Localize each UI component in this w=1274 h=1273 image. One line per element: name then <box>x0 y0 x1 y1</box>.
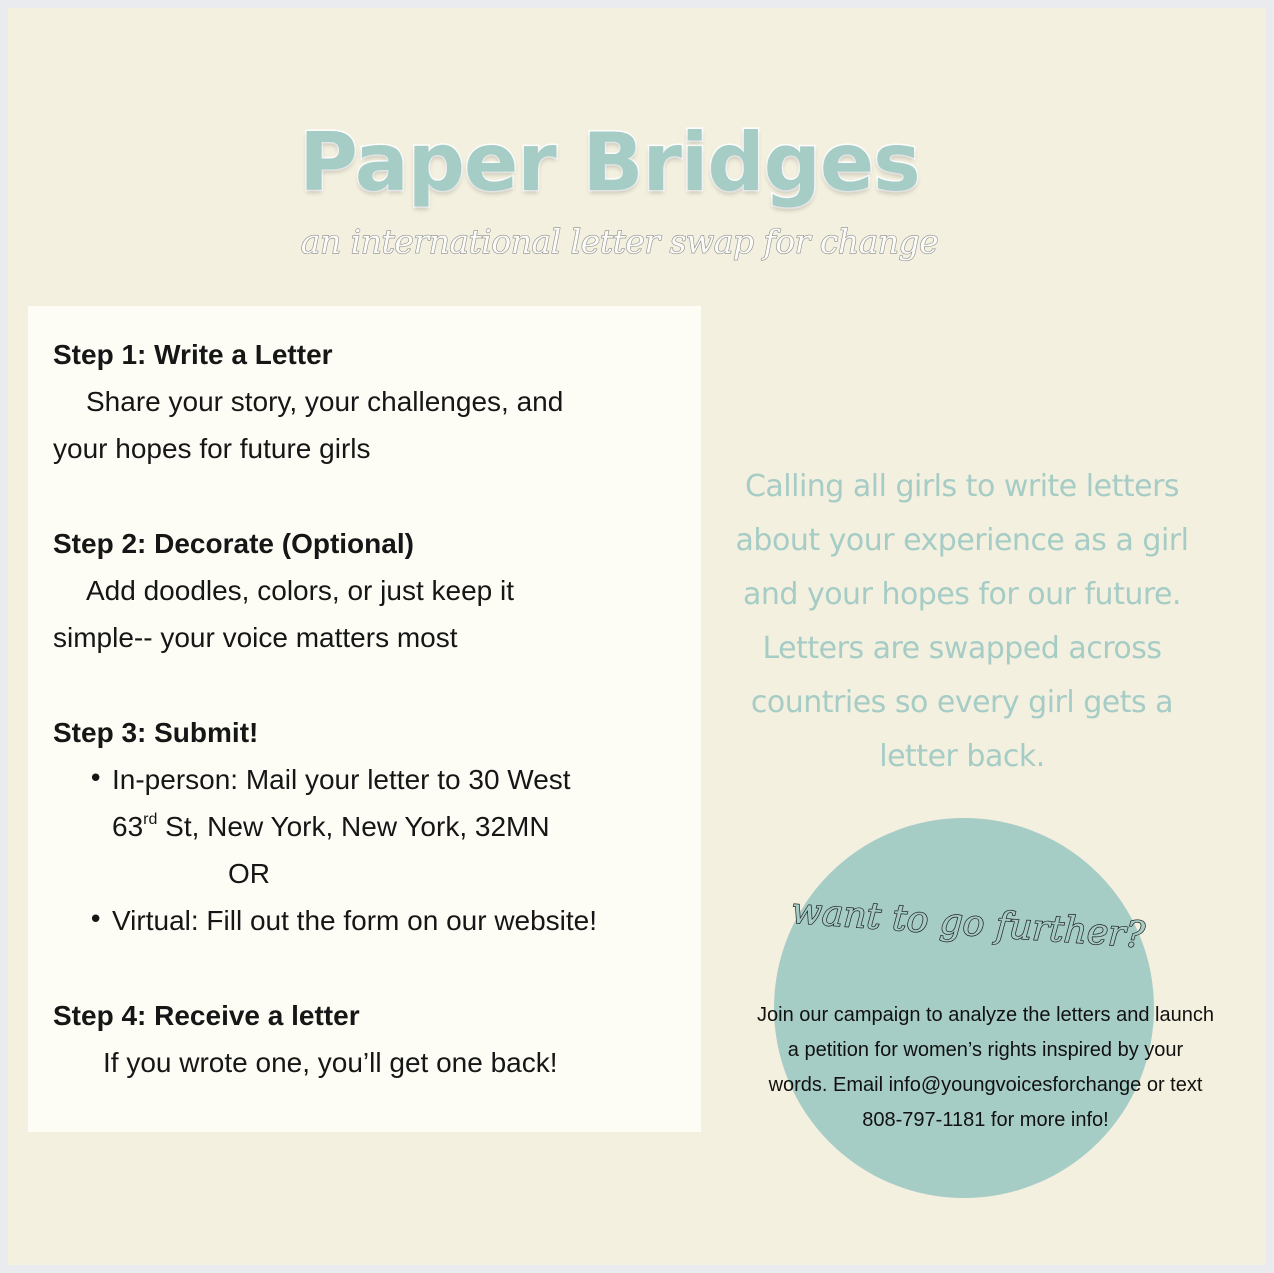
step1-heading: Step 1: Write a Letter <box>53 339 333 370</box>
step1-line2: your hopes for future girls <box>53 433 371 464</box>
calling-line: about your experience as a girl <box>735 523 1189 558</box>
or-separator: OR <box>228 858 270 889</box>
calling-line: and your hopes for our future. <box>742 577 1182 612</box>
virtual-option: Virtual: Fill out the form on our website! <box>112 905 598 936</box>
address-rest: St, New York, New York, 32MN <box>157 811 550 842</box>
steps-card <box>28 306 701 1132</box>
calling-line: Letters are swapped across <box>762 631 1162 666</box>
step4-heading: Step 4: Receive a letter <box>53 1000 360 1031</box>
page-title: Paper Bridges <box>299 116 920 209</box>
step3-heading: Step 3: Submit! <box>53 717 259 748</box>
further-line: a petition for women’s rights inspired by your <box>787 1039 1184 1061</box>
step2-line2: simple-- your voice matters most <box>53 622 458 653</box>
ordinal-suffix: rd <box>143 811 158 828</box>
poster <box>8 8 1266 1265</box>
step4-line1: If you wrote one, you’ll get one back! <box>103 1047 558 1078</box>
further-line: Join our campaign to analyze the letters and launch <box>757 1004 1214 1026</box>
calling-message <box>708 460 1216 784</box>
further-line: 808-797-1181 for more info! <box>862 1109 1109 1131</box>
calling-line: countries so every girl gets a <box>750 685 1174 720</box>
step2-heading: Step 2: Decorate (Optional) <box>53 528 414 559</box>
further-title: want to go further? <box>789 890 1147 957</box>
street-number: 63 <box>112 811 144 842</box>
page-subtitle: an international letter swap for change <box>300 222 939 261</box>
step2-line1: Add doodles, colors, or just keep it <box>86 575 515 606</box>
bullet-icon: • <box>88 905 104 935</box>
bullet-icon: • <box>88 764 104 794</box>
inperson-line2 <box>112 813 550 841</box>
further-text <box>708 998 1263 1138</box>
calling-line: letter back. <box>879 739 1045 774</box>
calling-line: Calling all girls to write letters <box>744 469 1180 504</box>
further-line: words. Email info@youngvoicesforchange or text <box>768 1074 1203 1096</box>
step1-line1: Share your story, your challenges, and <box>86 386 564 417</box>
inperson-line1: In-person: Mail your letter to 30 West <box>112 764 571 795</box>
